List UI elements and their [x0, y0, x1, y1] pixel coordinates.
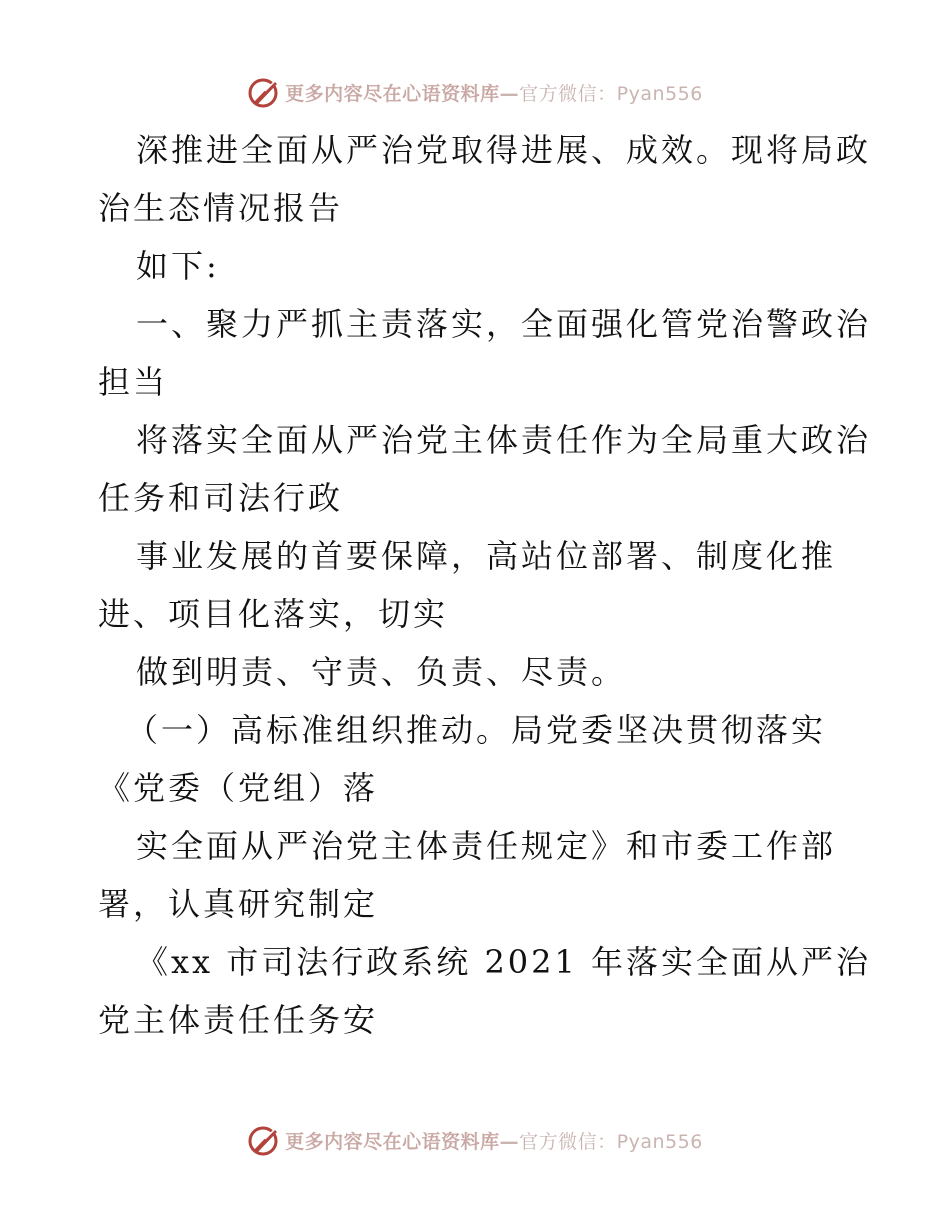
quill-pen-logo-icon: [247, 75, 281, 109]
body-line: 深推进全面从严治党取得进展、成效。现将局政: [136, 131, 872, 169]
body-line: 《党委（党组）落: [98, 769, 379, 807]
watermark-wechat: 官方微信：Pyan556: [519, 82, 703, 105]
footer-watermark: [0, 1120, 950, 1160]
body-line: 党主体责任任务安: [98, 1001, 379, 1039]
body-line: 进、项目化落实，切实: [98, 595, 449, 633]
subsection-heading: （一）高标准组织推动。局党委坚决贯彻落实: [126, 711, 827, 749]
body-line: 实全面从严治党主体责任规定》和市委工作部: [136, 827, 837, 865]
watermark-separator: —: [499, 1130, 520, 1153]
body-line: 任务和司法行政: [98, 479, 344, 517]
watermark-text: [285, 79, 703, 106]
body-line: 做到明责、守责、负责、尽责。: [136, 653, 627, 691]
document-body: [98, 121, 878, 1049]
watermark-text: [285, 1127, 703, 1154]
quill-pen-logo-icon: [247, 1123, 281, 1157]
body-line: 署，认真研究制定: [98, 885, 379, 923]
watermark-separator: —: [499, 82, 520, 105]
body-line: 《xx 市司法行政系统 2021 年落实全面从严治: [136, 943, 872, 981]
body-line: 事业发展的首要保障，高站位部署、制度化推: [136, 537, 837, 575]
body-line: 如下:: [136, 247, 220, 285]
watermark-wechat: 官方微信：Pyan556: [519, 1130, 703, 1153]
section-heading: 一、聚力严抓主责落实，全面强化管党治警政治: [136, 305, 872, 343]
body-line: 担当: [98, 363, 169, 401]
body-line: 将落实全面从严治党主体责任作为全局重大政治: [136, 421, 872, 459]
body-line: 治生态情况报告: [98, 189, 344, 227]
header-watermark: [0, 72, 950, 112]
watermark-brand: 更多内容尽在心语资料库: [285, 1130, 500, 1153]
watermark-brand: 更多内容尽在心语资料库: [285, 82, 500, 105]
